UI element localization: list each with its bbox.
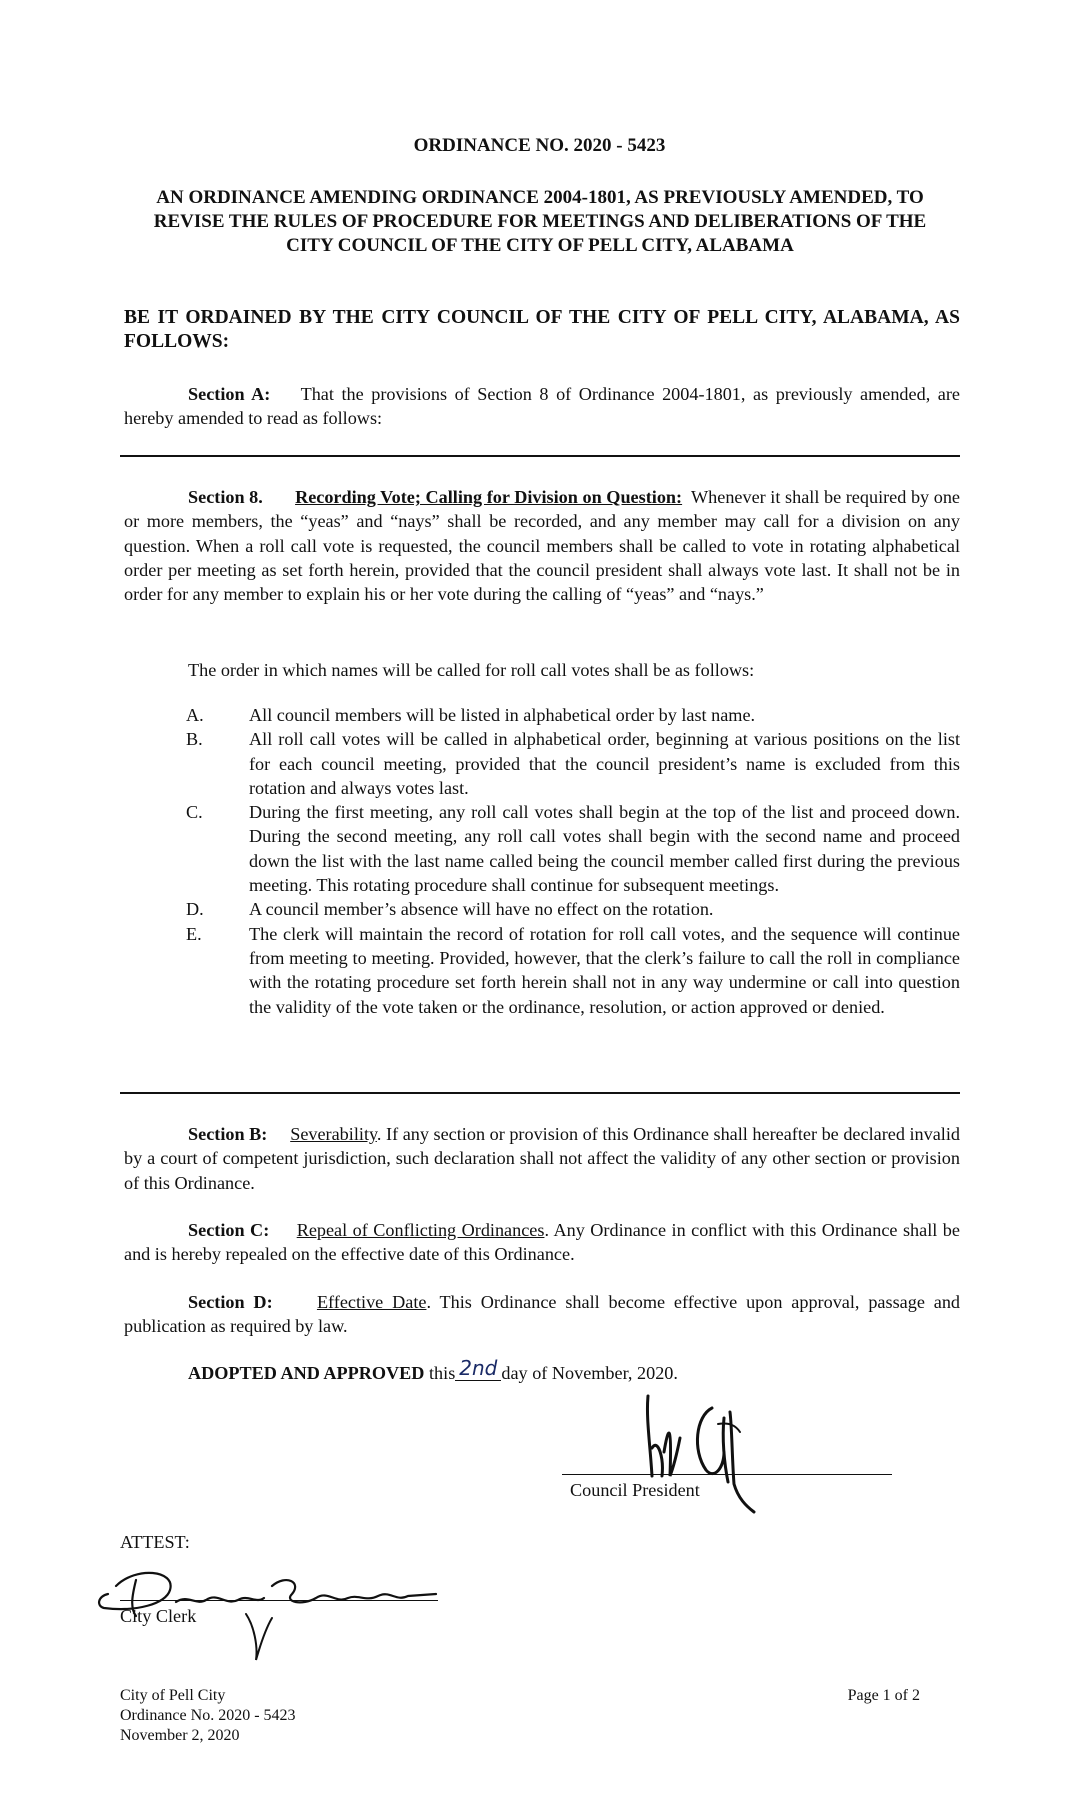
adopted-this: this xyxy=(429,1363,456,1383)
section-b-heading: Severability xyxy=(290,1124,377,1144)
list-item xyxy=(186,800,960,897)
section-d-heading: Effective Date xyxy=(316,1292,427,1312)
list-item-letter: B. xyxy=(186,729,203,750)
list-item-letter: D. xyxy=(186,899,204,920)
section-a xyxy=(124,382,960,431)
adopted-lead: ADOPTED AND APPROVED xyxy=(188,1363,425,1383)
order-intro xyxy=(124,658,960,682)
section-8-label: Section 8. xyxy=(188,487,263,507)
ordinance-title: ORDINANCE NO. 2020 - 5423 xyxy=(413,135,666,156)
divider-bottom xyxy=(120,1092,960,1094)
section-8-text: Whenever it shall be required by one or more members, the “yeas” and “nays” shall be recorded, and any member may call for a division on any question. When a roll call vote is requested, the council members shall be called to vote in rotating alphabetical order per meeting as set forth herein, provided that the council president shall always vote last. It shall not be in order for any member to explain his or her vote during the calling of “yeas” and “nays.” xyxy=(124,487,960,605)
section-c-heading: Repeal of Conflicting Ordinances xyxy=(296,1220,545,1240)
footer-ordinance-no: Ordinance No. 2020 - 5423 xyxy=(120,1707,296,1724)
ordained-clause: BE IT ORDAINED BY THE CITY COUNCIL OF THE CITY OF PELL CITY, ALABAMA, AS FOLLOWS: xyxy=(124,307,960,352)
section-b-label: Section B: xyxy=(188,1124,268,1144)
section-b xyxy=(124,1122,960,1195)
section-d xyxy=(124,1290,960,1339)
section-a-text: That the provisions of Section 8 of Ordinance 2004-1801, as previously amended, are hereby amended to read as follows: xyxy=(124,384,961,429)
section-a-label: Section A: xyxy=(188,384,271,404)
section-c xyxy=(124,1218,960,1267)
list-item-text: During the first meeting, any roll call votes shall begin at the top of the list and proceed down. During the second meeting, any roll call votes shall begin with the second name and proceed down the list with the last name called being the council member called first during the previous meeting. This rotating procedure shall continue for subsequent meetings. xyxy=(249,802,960,896)
list-item-letter: E. xyxy=(186,923,202,944)
list-item-text: All roll call votes will be called in alphabetical order, beginning at various positions on the list for each council meeting, provided that the council president’s name is excluded from this rotation and always votes last. xyxy=(249,729,960,798)
section-d-text: . This Ordinance shall become effective upon approval, passage and publication as required by law. xyxy=(124,1292,961,1337)
order-intro-text: The order in which names will be called for roll call votes shall be as follows: xyxy=(188,660,755,680)
list-item-letter: A. xyxy=(186,705,204,725)
section-b-text: . If any section or provision of this Ordinance shall hereafter be declared invalid by a court of competent jurisdiction, such declaration shall not affect the validity of any other section or provision of this Ordinance. xyxy=(124,1124,960,1193)
footer-date: November 2, 2020 xyxy=(120,1727,240,1744)
council-president-signature-line xyxy=(562,1474,892,1475)
section-8-heading: Recording Vote; Calling for Division on Question: xyxy=(295,487,683,507)
adopted-day-handwritten: 2nd xyxy=(455,1356,501,1381)
adopted-line xyxy=(124,1356,960,1385)
page-number: Page 1 of 2 xyxy=(847,1687,920,1704)
adopted-rest: day of November, 2020. xyxy=(501,1363,678,1383)
footer-city: City of Pell City xyxy=(120,1687,226,1704)
list-item xyxy=(186,727,960,800)
divider-top xyxy=(120,455,960,457)
list-item-text: A council member’s absence will have no effect on the rotation. xyxy=(249,899,714,920)
list-item xyxy=(186,922,960,1019)
city-clerk-signature-line xyxy=(120,1600,438,1601)
city-clerk-label: City Clerk xyxy=(120,1606,197,1626)
list-item-text: All council members will be listed in alphabetical order by last name. xyxy=(249,705,756,725)
list-item xyxy=(186,897,960,921)
section-d-label: Section D: xyxy=(188,1292,273,1312)
list-item-text: The clerk will maintain the record of rotation for roll call votes, and the sequence will continue from meeting to meeting. Provided, however, that the clerk’s failure to call the roll in compliance with the rotating procedure set forth herein shall not in any way undermine or call into question the validity of the vote taken or the ordinance, resolution, or action approved or denied. xyxy=(249,923,960,1017)
ordinance-subtitle: AN ORDINANCE AMENDING ORDINANCE 2004-1801, AS PREVIOUSLY AMENDED, TO REVISE THE RULES OF PROCEDURE FOR MEETINGS AND DELIBERATIONS OF THE CITY COUNCIL OF THE CITY OF PELL CITY, ALABAMA xyxy=(153,187,927,256)
attest-label: ATTEST: xyxy=(120,1532,190,1552)
section-8 xyxy=(124,485,960,606)
footer-left xyxy=(120,1686,520,1746)
council-president-label: Council President xyxy=(570,1480,700,1500)
section-c-text: . Any Ordinance in conflict with this Ordinance shall be and is hereby repealed on the effective date of this Ordinance. xyxy=(124,1220,960,1265)
list-item-letter: C. xyxy=(186,802,203,823)
section-c-label: Section C: xyxy=(188,1220,270,1240)
list-item xyxy=(186,703,960,727)
order-list xyxy=(186,703,960,1019)
